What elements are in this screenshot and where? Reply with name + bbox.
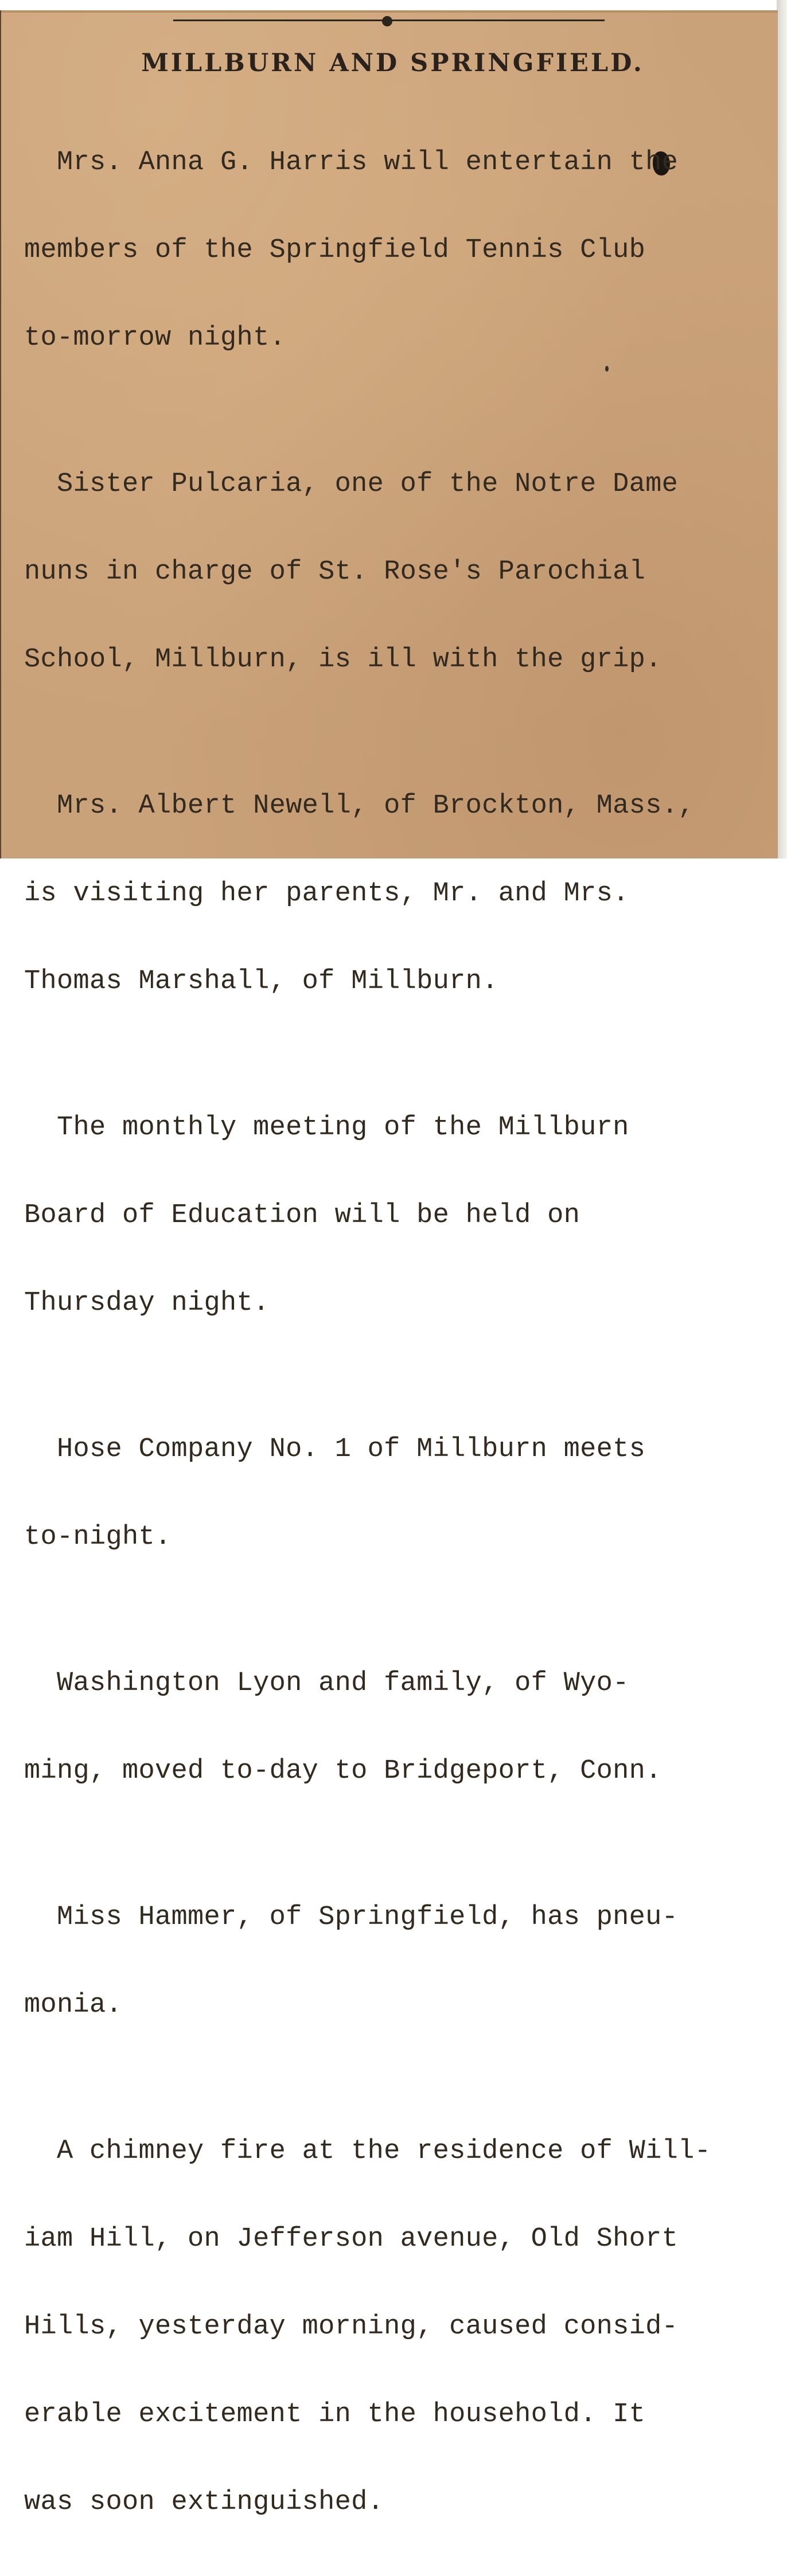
text-line: monia. [24, 1990, 123, 2020]
text-line: Mrs. Anna G. Harris will entertain the [24, 147, 679, 178]
item-lyon-family [24, 1610, 761, 1844]
text-line: erable excitement in the household. It [24, 2399, 646, 2430]
text-line: Hose Company No. 1 of Millburn meets [24, 1434, 646, 1465]
rule-ornament [382, 16, 392, 26]
item-board-of-education [24, 1055, 761, 1376]
article-headline: MILLBURN AND SPRINGFIELD. [141, 49, 644, 77]
scan-background-edge [777, 0, 787, 858]
item-newell-visit [24, 733, 761, 1055]
text-line: A chimney fire at the residence of Will- [24, 2136, 711, 2167]
text-line: Washington Lyon and family, of Wyo- [24, 1668, 629, 1699]
text-line: Board of Education will be held on [24, 1200, 580, 1231]
text-line: Thursday night. [24, 1288, 270, 1318]
item-hose-company [24, 1376, 761, 1610]
text-line: nuns in charge of St. Rose's Parochial [24, 557, 646, 587]
text-line: iam Hill, on Jefferson avenue, Old Short [24, 2224, 679, 2254]
item-chimney-fire [24, 2078, 761, 2575]
text-line: School, Millburn, is ill with the grip. [24, 645, 662, 675]
clipping-top-edge [1, 10, 778, 13]
text-line: Hills, yesterday morning, caused consid- [24, 2312, 679, 2342]
text-line: Mrs. Albert Newell, of Brockton, Mass., [24, 791, 695, 821]
text-line: Miss Hammer, of Springfield, has pneu- [24, 1902, 679, 1933]
text-line: to-night. [24, 1522, 172, 1552]
text-line: Sister Pulcaria, one of the Notre Dame [24, 469, 679, 499]
text-line: members of the Springfield Tennis Club [24, 235, 646, 266]
text-line: Thomas Marshall, of Millburn. [24, 966, 498, 997]
text-line: to-morrow night. [24, 323, 286, 353]
item-miss-hammer [24, 1844, 761, 2078]
news-article [24, 45, 761, 2575]
item-sister-pulcaria [24, 411, 761, 733]
text-line: was soon extinguished. [24, 2487, 384, 2518]
text-line: ming, moved to-day to Bridgeport, Conn. [24, 1756, 662, 1786]
newspaper-clipping [0, 10, 778, 2518]
text-line: The monthly meeting of the Millburn [24, 1113, 629, 1143]
text-line: is visiting her parents, Mr. and Mrs. [24, 879, 629, 909]
item-tennis-club [24, 89, 761, 411]
